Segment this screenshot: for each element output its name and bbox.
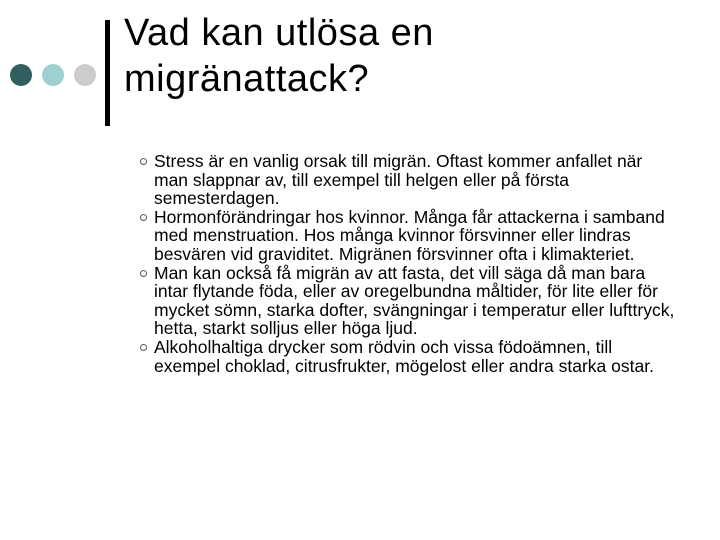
bullet-list (140, 152, 680, 375)
bullet-text: Hormonförändringar hos kvinnor. Många får attackerna i samband med menstruation. Hos många kvinnor försvinner eller lindras besvären vid graviditet. Migränen försvinner ofta i klimakteriet. (154, 206, 665, 264)
bullet-text: Man kan också få migrän av att fasta, det vill säga då man bara intar flytande föda, eller av oregelbundna måltider, för lite eller för mycket sömn, starka dofter, svängningar i temperatur eller lufttryck, hetta, starkt solljus eller höga ljud. (154, 262, 675, 339)
slide-title (124, 10, 684, 102)
bullet-text: Stress är en vanlig orsak till migrän. Oftast kommer anfallet när man slappnar av, till exempel till helgen eller på första semesterdagen. (154, 151, 643, 209)
title-divider-bar (105, 20, 110, 126)
dark-teal-dot (10, 64, 32, 86)
hollow-circle-bullet-icon (140, 158, 147, 165)
bullet-item-alcohol-food (140, 338, 680, 375)
bullet-item-fasting (140, 264, 680, 338)
hollow-circle-bullet-icon (140, 214, 147, 221)
bullet-text: Alkoholhaltiga drycker som rödvin och vissa födoämnen, till exempel choklad, citrusfrukter, mögelost eller andra starka ostar. (154, 336, 654, 376)
light-teal-dot (42, 64, 64, 86)
bullet-item-hormones (140, 208, 680, 264)
hollow-circle-bullet-icon (140, 270, 147, 277)
gray-dot (74, 64, 96, 86)
hollow-circle-bullet-icon (140, 344, 147, 351)
title-line-1: Vad kan utlösa en (124, 12, 434, 54)
decorative-dots (10, 64, 96, 86)
title-line-2: migränattack? (124, 58, 370, 100)
bullet-item-stress (140, 152, 680, 208)
